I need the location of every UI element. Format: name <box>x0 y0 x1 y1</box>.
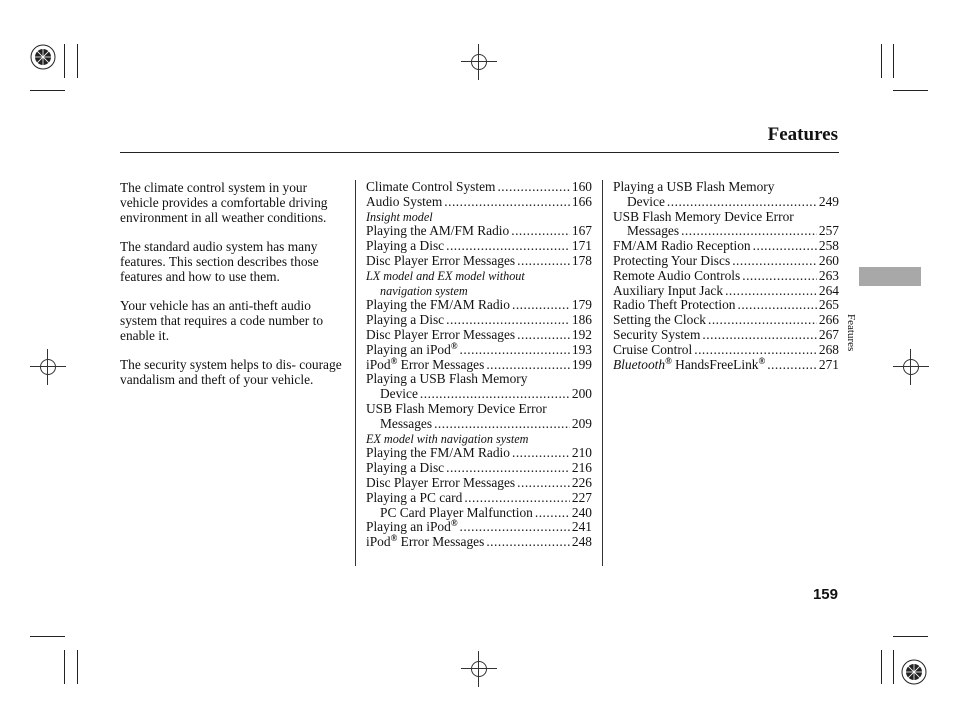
toc-entry[interactable]: Security System ..... 267 <box>613 328 839 343</box>
toc-entry[interactable]: Radio Theft Protection ..... 265 <box>613 298 839 313</box>
toc-entry-line[interactable]: Playing a USB Flash Memory <box>613 179 775 194</box>
intro-paragraph: The security system helps to dis- courage vandalism and theft of your vehicle. <box>120 357 342 387</box>
toc-entry[interactable]: iPod® Error Messages ..... 248 <box>366 535 592 550</box>
toc-entry[interactable]: Bluetooth® HandsFreeLink® ..... 271 <box>613 358 839 373</box>
toc-subheading: EX model with navigation system <box>366 431 529 446</box>
toc-entry[interactable]: Disc Player Error Messages ..... 226 <box>366 476 592 491</box>
toc-entry[interactable]: Playing a Disc ..... 171 <box>366 239 592 254</box>
toc-entry[interactable]: Remote Audio Controls ..... 263 <box>613 269 839 284</box>
registration-crosshair-icon <box>461 44 497 80</box>
page-title: Features <box>767 124 838 145</box>
toc-entry[interactable]: Playing the FM/AM Radio ..... 210 <box>366 446 592 461</box>
toc-entry[interactable]: Playing the FM/AM Radio ..... 179 <box>366 298 592 313</box>
registration-crosshair-icon <box>461 651 497 687</box>
toc-entry-line[interactable]: USB Flash Memory Device Error <box>613 208 794 224</box>
toc-entry[interactable]: Device ..... 200 <box>366 387 592 402</box>
registration-sunburst-icon <box>30 44 56 70</box>
page-number: 159 <box>812 586 838 603</box>
section-tab-label: Features <box>845 314 857 352</box>
registration-sunburst-icon <box>901 659 927 685</box>
toc-entry[interactable]: Messages ..... 209 <box>366 417 592 432</box>
toc-entry[interactable]: Playing an iPod® ..... 193 <box>366 343 592 358</box>
toc-entry-line[interactable]: USB Flash Memory Device Error <box>366 400 547 416</box>
toc-entry[interactable]: Audio System ..... 166 <box>366 195 592 210</box>
toc-entry[interactable]: Messages ..... 257 <box>613 224 839 239</box>
toc-entry[interactable]: Disc Player Error Messages ..... 192 <box>366 328 592 343</box>
toc-entry-line[interactable]: Playing a USB Flash Memory <box>366 371 528 387</box>
toc-entry[interactable]: Playing an iPod® ..... 241 <box>366 520 592 535</box>
toc-entry[interactable]: Cruise Control ..... 268 <box>613 343 839 358</box>
toc-entry[interactable]: Playing the AM/FM Radio ..... 167 <box>366 224 592 239</box>
column-divider <box>602 180 603 566</box>
toc-entry[interactable]: Auxiliary Input Jack ..... 264 <box>613 284 839 299</box>
intro-paragraph: The standard audio system has many features. This section describes those features and how to use them. <box>120 239 319 284</box>
toc-entry[interactable]: Setting the Clock ..... 266 <box>613 313 839 328</box>
toc-column-middle <box>366 180 592 550</box>
toc-entry[interactable]: Device ..... 249 <box>613 195 839 210</box>
toc-entry[interactable]: PC Card Player Malfunction ..... 240 <box>366 506 592 521</box>
toc-entry[interactable]: Playing a PC card ..... 227 <box>366 491 592 506</box>
intro-paragraph: The climate control system in your vehicle provides a comfortable driving environment in all weather conditions. <box>120 180 328 225</box>
toc-entry[interactable]: FM/AM Radio Reception ..... 258 <box>613 239 839 254</box>
registration-crosshair-icon <box>30 349 66 385</box>
toc-entry[interactable]: Disc Player Error Messages ..... 178 <box>366 254 592 269</box>
toc-subheading: LX model and EX model without <box>366 268 525 283</box>
header-rule <box>120 152 839 153</box>
toc-subheading: Insight model <box>366 209 433 224</box>
section-tab <box>859 267 921 286</box>
toc-entry[interactable]: Climate Control System ..... 160 <box>366 180 592 195</box>
toc-column-right <box>613 180 839 372</box>
intro-paragraph: Your vehicle has an anti-theft audio system that requires a code number to enable it. <box>120 298 324 343</box>
registration-crosshair-icon <box>893 349 929 385</box>
intro-text <box>120 180 345 401</box>
toc-entry[interactable]: Protecting Your Discs ..... 260 <box>613 254 839 269</box>
toc-entry[interactable]: Playing a Disc ..... 186 <box>366 313 592 328</box>
column-divider <box>355 180 356 566</box>
toc-subheading: navigation system <box>380 283 468 298</box>
toc-entry[interactable]: iPod® Error Messages ..... 199 <box>366 358 592 373</box>
toc-entry[interactable]: Playing a Disc ..... 216 <box>366 461 592 476</box>
